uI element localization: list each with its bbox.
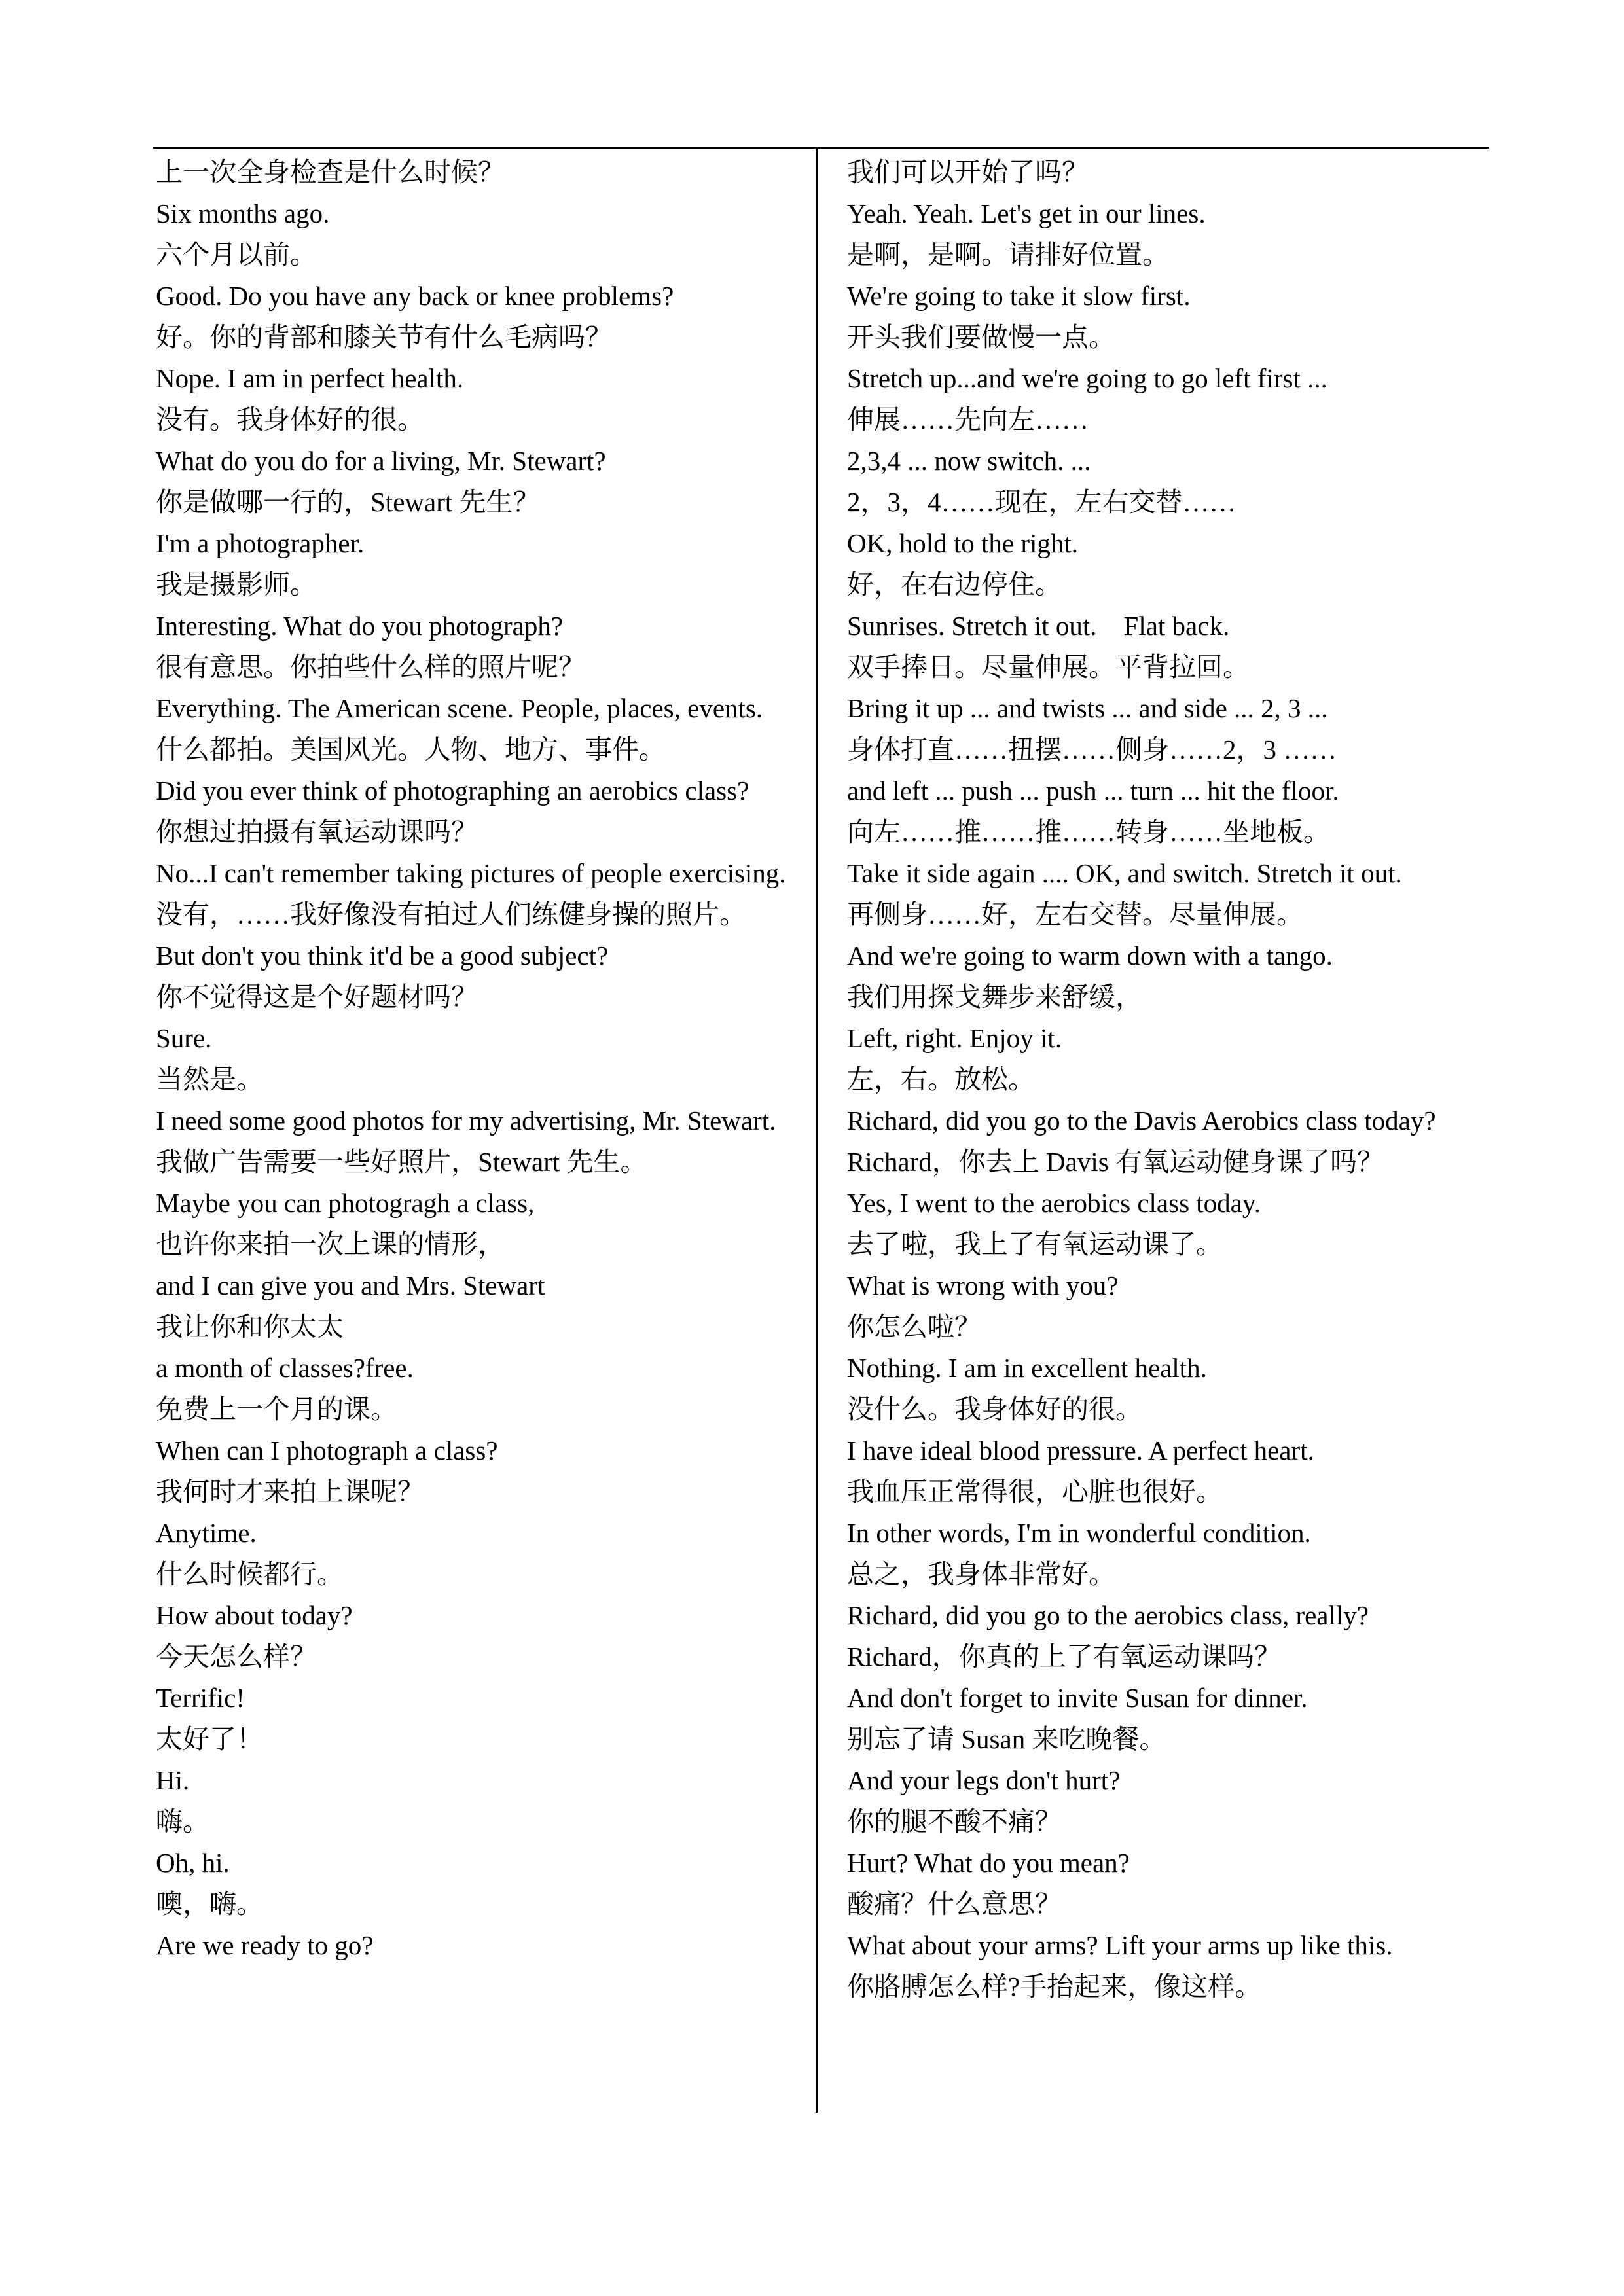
dialogue-line: Anytime.	[156, 1518, 257, 1548]
dialogue-line: In other words, I'm in wonderful condition.	[847, 1518, 1311, 1548]
dialogue-line: Did you ever think of photographing an aerobics class?	[156, 776, 749, 806]
dialogue-line: And your legs don't hurt?	[847, 1765, 1121, 1795]
dialogue-line: Oh, hi.	[156, 1848, 230, 1878]
dialogue-line: And we're going to warm down with a tango.	[847, 941, 1333, 971]
dialogue-line: 去了啦，我上了有氧运动课了。	[847, 1229, 1223, 1259]
dialogue-line: Terrific!	[156, 1683, 245, 1713]
dialogue-line: I'm a photographer.	[156, 528, 365, 558]
dialogue-line: What do you do for a living, Mr. Stewart?	[156, 446, 606, 476]
dialogue-line: 好，在右边停住。	[847, 569, 1062, 600]
dialogue-line: Maybe you can photogragh a class,	[156, 1188, 535, 1218]
dialogue-line: 你想过拍摄有氧运动课吗？	[156, 817, 478, 847]
dialogue-line: Hi.	[156, 1765, 190, 1795]
dialogue-line: 双手捧日。尽量伸展。平背拉回。	[847, 652, 1250, 682]
dialogue-line: 我是摄影师。	[156, 569, 317, 600]
dialogue-line: Six months ago.	[156, 198, 330, 228]
dialogue-line: Bring it up ... and twists ... and side ... 2, 3 ...	[847, 693, 1328, 723]
dialogue-line: 左，右。放松。	[847, 1064, 1035, 1094]
dialogue-line: 很有意思。你拍些什么样的照片呢？	[156, 652, 585, 682]
dialogue-line: Yeah. Yeah. Let's get in our lines.	[847, 198, 1206, 228]
dialogue-line: Interesting. What do you photograph?	[156, 611, 564, 641]
table-top-border	[153, 147, 1489, 149]
dialogue-line: 我何时才来拍上课呢？	[156, 1477, 424, 1507]
dialogue-line: 太好了！	[156, 1724, 263, 1754]
dialogue-line: We're going to take it slow first.	[847, 281, 1191, 311]
dialogue-line: 免费上一个月的课。	[156, 1394, 397, 1424]
dialogue-line: 我血压正常得很，心脏也很好。	[847, 1477, 1223, 1507]
dialogue-line: 向左……推……推……转身……坐地板。	[847, 817, 1330, 847]
dialogue-line: 噢，嗨。	[156, 1889, 263, 1919]
dialogue-line: 开头我们要做慢一点。	[847, 322, 1115, 352]
right-dialogue-column	[847, 152, 1478, 2007]
dialogue-line: 总之，我身体非常好。	[847, 1559, 1115, 1589]
dialogue-line: Everything. The American scene. People, places, events.	[156, 693, 763, 723]
dialogue-line: 嗨。	[156, 1806, 209, 1837]
dialogue-line: a month of classes?free.	[156, 1353, 414, 1383]
dialogue-line: Nothing. I am in excellent health.	[847, 1353, 1207, 1383]
dialogue-line: And don't forget to invite Susan for dinner.	[847, 1683, 1308, 1713]
dialogue-line: Yes, I went to the aerobics class today.	[847, 1188, 1261, 1218]
dialogue-line: 你不觉得这是个好题材吗？	[156, 982, 478, 1012]
left-dialogue-column	[156, 152, 789, 1966]
dialogue-line: 没有，……我好像没有拍过人们练健身操的照片。	[156, 899, 746, 929]
dialogue-line: 2,3,4 ... now switch. ...	[847, 446, 1091, 476]
dialogue-line: 我们用探戈舞步来舒缓，	[847, 982, 1142, 1012]
dialogue-line: 没什么。我身体好的很。	[847, 1394, 1142, 1424]
dialogue-line: Take it side again .... OK, and switch. Stretch it out.	[847, 858, 1402, 888]
dialogue-line: Left, right. Enjoy it.	[847, 1023, 1062, 1053]
dialogue-line: Richard，你去上 Davis 有氧运动健身课了吗？	[847, 1147, 1384, 1177]
dialogue-line: 没有。我身体好的很。	[156, 404, 424, 435]
dialogue-line: What about your arms? Lift your arms up like this.	[847, 1930, 1393, 1960]
dialogue-line: 你怎么啦？	[847, 1312, 981, 1342]
dialogue-line: 六个月以前。	[156, 240, 317, 270]
dialogue-line: 什么都拍。美国风光。人物、地方、事件。	[156, 734, 666, 764]
dialogue-line: 你胳膊怎么样?手抬起来，像这样。	[847, 1971, 1262, 2001]
dialogue-line: 2，3，4……现在，左右交替……	[847, 487, 1236, 517]
dialogue-line: Richard，你真的上了有氧运动课吗？	[847, 1641, 1281, 1672]
dialogue-line: I have ideal blood pressure. A perfect heart.	[847, 1435, 1314, 1465]
dialogue-line: Sure.	[156, 1023, 212, 1053]
dialogue-line: 好。你的背部和膝关节有什么毛病吗？	[156, 322, 612, 352]
dialogue-line: Good. Do you have any back or knee problems?	[156, 281, 674, 311]
dialogue-line: 今天怎么样？	[156, 1641, 317, 1672]
dialogue-line: Stretch up...and we're going to go left first ...	[847, 363, 1327, 393]
dialogue-line: How about today?	[156, 1600, 353, 1630]
dialogue-line: What is wrong with you?	[847, 1270, 1119, 1300]
dialogue-line: Richard, did you go to the Davis Aerobics class today?	[847, 1105, 1436, 1136]
dialogue-line: 是啊，是啊。请排好位置。	[847, 240, 1169, 270]
dialogue-line: No...I can't remember taking pictures of people exercising.	[156, 858, 786, 888]
dialogue-line: Hurt? What do you mean?	[847, 1848, 1130, 1878]
dialogue-line: 我让你和你太太	[156, 1312, 344, 1342]
dialogue-line: 伸展……先向左……	[847, 404, 1089, 435]
dialogue-line: When can I photograph a class?	[156, 1435, 498, 1465]
dialogue-line: But don't you think it'd be a good subject?	[156, 941, 609, 971]
dialogue-line: 也许你来拍一次上课的情形，	[156, 1229, 505, 1259]
dialogue-line: Sunrises. Stretch it out. Flat back.	[847, 611, 1230, 641]
dialogue-line: I need some good photos for my advertising, Mr. Stewart.	[156, 1105, 776, 1136]
dialogue-line: and I can give you and Mrs. Stewart	[156, 1270, 545, 1300]
dialogue-line: 我做广告需要一些好照片，Stewart 先生。	[156, 1147, 647, 1177]
dialogue-line: 酸痛？什么意思？	[847, 1889, 1062, 1919]
dialogue-line: OK, hold to the right.	[847, 528, 1079, 558]
dialogue-line: Nope. I am in perfect health.	[156, 363, 464, 393]
dialogue-line: and left ... push ... push ... turn ... hit the floor.	[847, 776, 1339, 806]
dialogue-line: 什么时候都行。	[156, 1559, 344, 1589]
dialogue-line: 再侧身……好，左右交替。尽量伸展。	[847, 899, 1303, 929]
dialogue-line: 当然是。	[156, 1064, 263, 1094]
dialogue-line: 身体打直……扭摆……侧身……2，3 ……	[847, 734, 1337, 764]
dialogue-line: 你的腿不酸不痛？	[847, 1806, 1062, 1837]
column-divider	[816, 147, 818, 2113]
dialogue-line: Are we ready to go?	[156, 1930, 374, 1960]
dialogue-line: 你是做哪一行的，Stewart 先生？	[156, 487, 540, 517]
dialogue-line: 上一次全身检查是什么时候？	[156, 157, 505, 187]
dialogue-line: 我们可以开始了吗？	[847, 157, 1089, 187]
dialogue-line: Richard, did you go to the aerobics class, really?	[847, 1600, 1369, 1630]
dialogue-line: 别忘了请 Susan 来吃晚餐。	[847, 1724, 1166, 1754]
